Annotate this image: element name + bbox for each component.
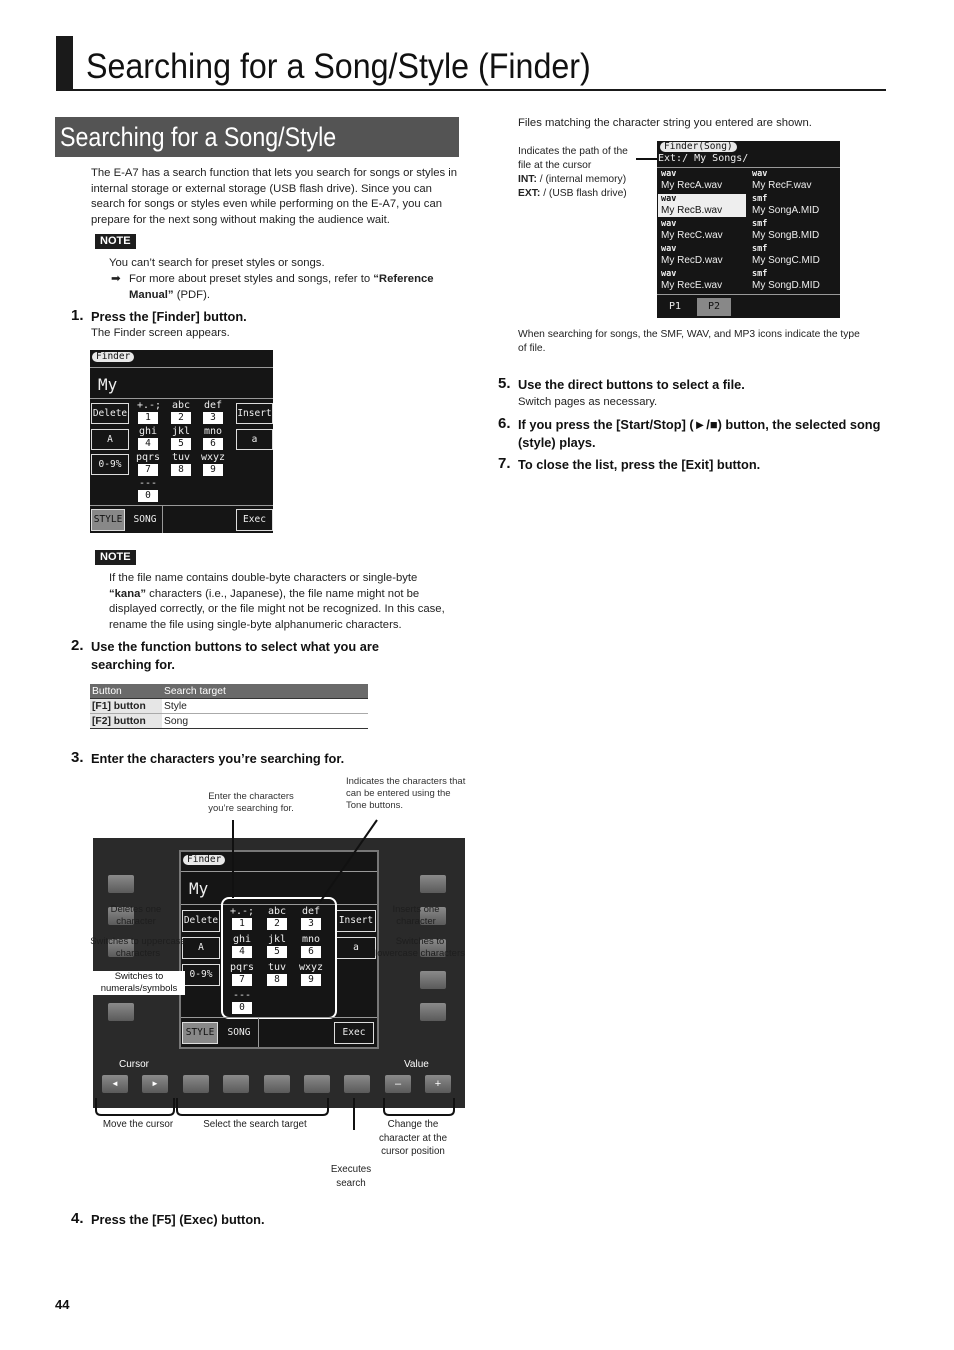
key-6[interactable]: 6	[203, 438, 223, 450]
file-name: My RecB.wav	[661, 205, 723, 216]
key-1[interactable]: 1	[232, 918, 252, 930]
file-item[interactable]	[749, 244, 837, 267]
step-2-number: 2.	[71, 637, 84, 654]
value-plus-button[interactable]: +	[424, 1074, 452, 1094]
results-header: Finder(Song)	[660, 142, 737, 152]
label-uppercase: Switches to uppercase characters	[90, 936, 186, 959]
key-label: mno	[203, 426, 223, 437]
key-3[interactable]: 3	[301, 918, 321, 930]
file-type-icon: wav	[661, 169, 677, 179]
file-name: My SongC.MID	[752, 255, 820, 266]
cursor-left-button[interactable]: ◄	[101, 1074, 129, 1094]
key-1[interactable]: 1	[138, 412, 158, 424]
key-2[interactable]: 2	[267, 918, 287, 930]
file-name: My RecF.wav	[752, 180, 812, 191]
file-type-icon: wav	[661, 219, 677, 229]
step-4-number: 4.	[71, 1210, 84, 1227]
key-label: tuv	[267, 962, 287, 973]
step-7-text: To close the list, press the [Exit] button.	[518, 457, 761, 472]
key-5[interactable]: 5	[171, 438, 191, 450]
key-label: abc	[171, 400, 191, 411]
cursor-right-button[interactable]: ►	[141, 1074, 169, 1094]
file-item[interactable]	[658, 244, 746, 267]
file-name: My RecA.wav	[661, 180, 723, 191]
intro-paragraph: The E-A7 has a search function that lets you search for songs or styles in internal storage or external storage (USB flash drive). Since you can search for songs or styles even while performing on the E-A7, you can prepare for the next song without making the audience wait.	[91, 167, 458, 226]
step-1-text: Press the [Finder] button.	[91, 309, 247, 324]
panel-style-tab[interactable]: STYLE	[182, 1022, 218, 1044]
results-path: Ext:/ My Songs/	[658, 153, 749, 164]
key-label: wxyz	[298, 962, 324, 973]
table-cell: [F1] button	[90, 699, 162, 714]
step-1-sub: The Finder screen appears.	[91, 327, 230, 339]
table-cell: Song	[164, 715, 189, 727]
file-name: My SongA.MID	[752, 205, 820, 216]
note-2-text: If the file name contains double-byte characters or single-byte “kana” characters (i.e., Japanese), the file name might not be displayed correctly, or the file might not be recognized. In this case, rename the file using single-byte alphanumeric characters.	[109, 572, 445, 631]
panel-finder-header: Finder	[183, 855, 225, 865]
results-intro: Files matching the character string you entered are shown.	[518, 117, 812, 129]
key-4[interactable]: 4	[232, 946, 252, 958]
file-name: My RecE.wav	[661, 280, 723, 291]
key-label: +.-;	[230, 906, 255, 917]
key-label: def	[203, 400, 223, 411]
panel-lowercase-button[interactable]: a	[336, 937, 376, 959]
step-6-text: If you press the [Start/Stop] (►/■) button, the selected song (style) plays.	[518, 417, 881, 450]
file-item[interactable]	[658, 194, 746, 217]
label-lowercase: Switches to lowercase characters	[375, 936, 465, 959]
key-5[interactable]: 5	[267, 946, 287, 958]
file-type-icon: wav	[752, 169, 768, 179]
value-minus-button[interactable]: –	[384, 1074, 412, 1094]
note-tag-2: NOTE	[95, 550, 136, 565]
page-tab-2[interactable]: P2	[697, 298, 731, 316]
step-1-number: 1.	[71, 307, 84, 324]
key-3[interactable]: 3	[203, 412, 223, 424]
key-label: jkl	[171, 426, 191, 437]
file-type-icon: wav	[661, 244, 677, 254]
lowercase-button[interactable]: a	[236, 429, 273, 450]
label-insert: Inserts one character	[392, 904, 440, 927]
note-tag-1: NOTE	[95, 234, 136, 249]
file-item[interactable]	[658, 169, 746, 192]
note-1-reference: For more about preset styles and songs, refer to “Reference Manual” (PDF).	[129, 273, 434, 301]
panel-song-tab[interactable]: SONG	[227, 1027, 251, 1038]
file-name: My SongB.MID	[752, 230, 820, 241]
section-heading	[55, 117, 459, 157]
title-marker	[56, 36, 73, 90]
key-4[interactable]: 4	[138, 438, 158, 450]
key-9[interactable]: 9	[203, 464, 223, 476]
path-note: Indicates the path of the file at the cursor INT: / (internal memory) EXT: / (USB flash drive)	[518, 146, 628, 199]
finder-input[interactable]: My	[98, 375, 118, 394]
title-rule	[56, 89, 886, 91]
file-name: My RecC.wav	[661, 230, 723, 241]
label-move-cursor: Move the cursor	[102, 1119, 174, 1130]
label-change-char: Change the character at the cursor position	[378, 1119, 448, 1157]
callout-enter: Enter the characters you’re searching for.	[208, 791, 294, 814]
key-label: ghi	[232, 934, 252, 945]
file-type-icon: smf	[752, 219, 768, 229]
delete-button[interactable]: Delete	[91, 403, 129, 424]
page-title: Searching for a Song/Style (Finder)	[86, 47, 591, 86]
section-title: Searching for a Song/Style	[60, 122, 337, 152]
note-1-text: You can’t search for preset styles or songs.	[109, 257, 325, 269]
file-type-icon: wav	[661, 269, 677, 279]
key-label: pqrs	[135, 452, 161, 463]
file-item[interactable]	[749, 194, 837, 217]
key-label: mno	[301, 934, 321, 945]
step-5-text: Use the direct buttons to select a file.	[518, 377, 745, 392]
key-label: jkl	[267, 934, 287, 945]
label-exec: Executes search	[330, 1164, 372, 1189]
table-cell: Style	[164, 700, 187, 712]
step-3-text: Enter the characters you’re searching for.	[91, 751, 345, 766]
step-2-text: Use the function buttons to select what you are searching for.	[91, 639, 379, 672]
step-7-number: 7.	[498, 455, 511, 472]
key-8[interactable]: 8	[171, 464, 191, 476]
step-5-sub: Switch pages as necessary.	[518, 396, 658, 408]
key-label: abc	[267, 906, 287, 917]
file-type-icon: wav	[661, 194, 677, 204]
file-item[interactable]	[658, 269, 746, 292]
key-label: pqrs	[229, 962, 255, 973]
finder-header: Finder	[92, 352, 134, 362]
key-label: +.-;	[137, 400, 162, 411]
panel-delete-button[interactable]: Delete	[182, 910, 220, 932]
search-target-table	[90, 684, 368, 729]
key-0[interactable]: 0	[232, 1002, 252, 1014]
key-7[interactable]: 7	[232, 974, 252, 986]
file-item[interactable]	[749, 219, 837, 242]
file-type-icon: smf	[752, 269, 768, 279]
page-tab-1[interactable]: P1	[669, 301, 682, 312]
table-row	[90, 714, 368, 729]
label-select-target: Select the search target	[203, 1119, 307, 1130]
step-5-number: 5.	[498, 375, 511, 392]
table-cell: [F2] button	[90, 714, 162, 729]
style-tab[interactable]: STYLE	[91, 509, 125, 531]
file-item[interactable]	[749, 269, 837, 292]
key-label: ---	[138, 478, 158, 489]
key-9[interactable]: 9	[301, 974, 321, 986]
key-7[interactable]: 7	[138, 464, 158, 476]
panel-numerals-button[interactable]: 0-9%	[182, 964, 220, 986]
results-screen	[657, 141, 840, 318]
table-row	[90, 699, 368, 714]
value-label: Value	[404, 1059, 429, 1070]
file-item[interactable]	[658, 219, 746, 242]
panel-exec-button[interactable]: Exec	[334, 1022, 374, 1044]
label-delete: Deletes one character	[110, 904, 162, 927]
uppercase-button[interactable]: A	[91, 429, 129, 450]
numerals-button[interactable]: 0-9%	[91, 454, 129, 475]
table-header-row	[90, 684, 368, 699]
insert-button[interactable]: Insert	[236, 403, 273, 424]
label-numerals: Switches to numerals/symbols	[93, 971, 185, 995]
key-2[interactable]: 2	[171, 412, 191, 424]
exec-button[interactable]: Exec	[236, 509, 273, 531]
file-type-icon: smf	[752, 194, 768, 204]
key-label: ghi	[138, 426, 158, 437]
file-type-icon: smf	[752, 244, 768, 254]
table-header: Search target	[164, 685, 226, 697]
finder-screen	[90, 350, 273, 533]
file-item[interactable]	[749, 169, 837, 192]
panel-finder-input: My	[189, 879, 209, 898]
panel-insert-button[interactable]: Insert	[336, 910, 376, 932]
key-label: wxyz	[200, 452, 226, 463]
callout-indicates: Indicates the characters that can be entered using the Tone buttons.	[346, 776, 466, 811]
key-label: tuv	[171, 452, 191, 463]
callout-lines	[90, 810, 470, 1130]
key-6[interactable]: 6	[301, 946, 321, 958]
file-name: My RecD.wav	[661, 255, 723, 266]
page-number: 44	[55, 1297, 70, 1312]
step-6-number: 6.	[498, 415, 511, 432]
cursor-label: Cursor	[119, 1059, 150, 1070]
key-8[interactable]: 8	[267, 974, 287, 986]
song-tab[interactable]: SONG	[133, 514, 157, 525]
arrow-icon: ➡	[111, 273, 121, 285]
step-3-number: 3.	[71, 749, 84, 766]
key-label: def	[301, 906, 321, 917]
table-header: Button	[92, 685, 122, 697]
key-label: ---	[232, 990, 252, 1001]
panel-uppercase-button[interactable]: A	[182, 937, 220, 959]
results-caption: When searching for songs, the SMF, WAV, and MP3 icons indicate the type of file.	[518, 329, 860, 354]
file-name: My SongD.MID	[752, 280, 820, 291]
key-0[interactable]: 0	[138, 490, 158, 502]
step-4-text: Press the [F5] (Exec) button.	[91, 1212, 265, 1227]
